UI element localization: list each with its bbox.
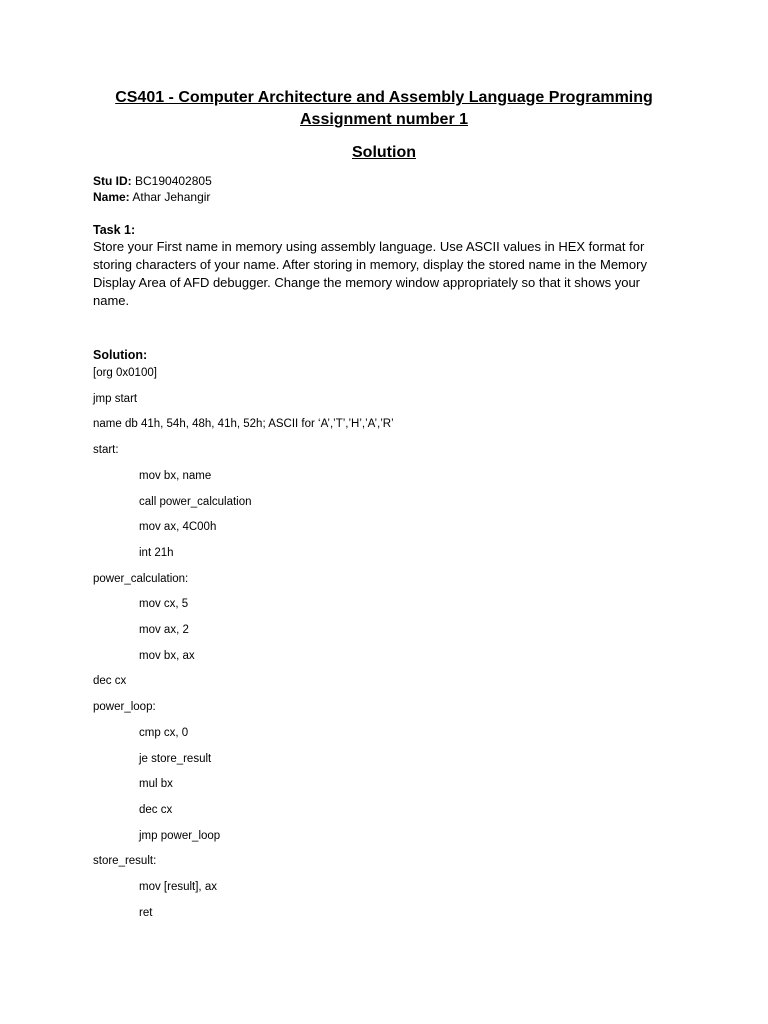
task-heading: Task 1: (93, 223, 136, 237)
solution-title: Solution (352, 144, 416, 161)
student-id-value: BC190402805 (135, 174, 212, 188)
code-line: call power_calculation (139, 496, 252, 508)
student-id-label: Stu ID: (93, 174, 132, 188)
code-line: mov cx, 5 (139, 598, 189, 610)
code-line: mov ax, 4C00h (139, 521, 217, 533)
code-line: jmp start (93, 393, 138, 405)
code-line: mov bx, ax (139, 650, 195, 662)
code-line: cmp cx, 0 (139, 727, 189, 739)
code-line: mul bx (139, 778, 173, 790)
code-line: dec cx (139, 804, 173, 816)
solution-heading: Solution: (93, 348, 148, 362)
code-line: [org 0x0100] (93, 367, 157, 379)
code-line: mov bx, name (139, 470, 212, 482)
code-line: mov ax, 2 (139, 624, 189, 636)
student-name-line (93, 189, 210, 205)
assignment-title: Assignment number 1 (299, 111, 469, 128)
code-line: dec cx (93, 675, 127, 687)
code-line: int 21h (139, 547, 174, 559)
student-id-line (93, 173, 212, 189)
code-line: name db 41h, 54h, 48h, 41h, 52h; ASCII for ‘A’,’T’,’H’,’A’,’R’ (93, 418, 394, 430)
code-line: store_result: (93, 855, 157, 867)
code-line: ret (139, 907, 153, 919)
code-line: jmp power_loop (139, 830, 221, 842)
student-name-value: Athar Jehangir (132, 190, 211, 204)
student-name-label: Name: (93, 190, 130, 204)
code-line: power_loop: (93, 701, 156, 713)
code-line: je store_result (139, 753, 212, 765)
code-line: power_calculation: (93, 573, 189, 585)
code-line: start: (93, 444, 119, 456)
task-description: Store your First name in memory using assembly language. Use ASCII values in HEX format for storing characters of your name. After storing in memory, display the stored name in the Memory Display Area of AFD debugger. Change the memory window appropriately so that it shows your name. (93, 239, 647, 308)
document-title: CS401 - Computer Architecture and Assembly Language Programming (115, 89, 653, 106)
code-line: mov [result], ax (139, 881, 217, 893)
